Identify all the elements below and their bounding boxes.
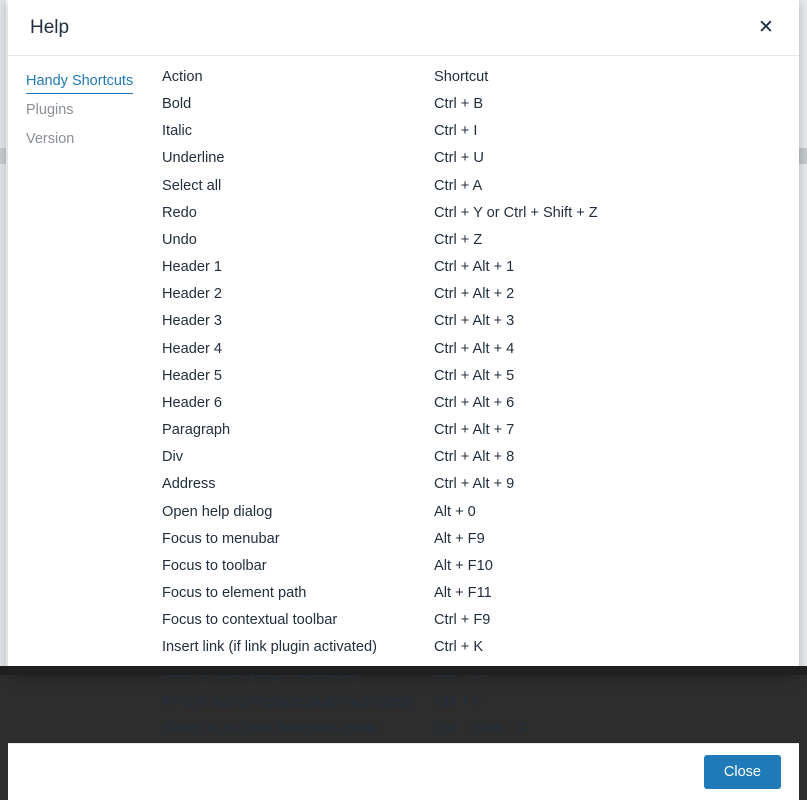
cell-shortcut: Ctrl + F (434, 693, 483, 710)
dialog-title: Help (30, 16, 70, 38)
table-row (148, 471, 779, 498)
cell-shortcut: Ctrl + I (434, 123, 478, 140)
cell-shortcut: Ctrl + F9 (434, 612, 491, 629)
cell-action: Focus to contextual toolbar (162, 612, 338, 629)
table-row (148, 91, 779, 118)
table-row (148, 607, 779, 634)
sidebar-item-plugins[interactable]: Plugins (26, 102, 74, 119)
column-header-shortcut: Shortcut (434, 69, 489, 85)
table-row (148, 336, 779, 363)
cell-action: Bold (162, 96, 192, 113)
cell-action: Header 2 (162, 286, 223, 303)
cell-shortcut: Alt + F9 (434, 530, 485, 547)
shortcuts-table-body (148, 64, 779, 743)
table-row (148, 553, 779, 580)
cell-action: Italic (162, 123, 193, 140)
shortcuts-table (148, 64, 779, 743)
cell-action: Redo (162, 204, 197, 221)
cell-action: Insert link (if link plugin activated) (162, 639, 377, 656)
cell-action: Underline (162, 150, 225, 167)
cell-action: Focus to element path (162, 584, 307, 601)
cell-action: Header 4 (162, 340, 223, 357)
cell-shortcut: Ctrl + Alt + 2 (434, 286, 515, 303)
table-row (148, 118, 779, 145)
cell-action: Undo (162, 231, 197, 248)
cell-action: Address (162, 476, 216, 493)
cell-shortcut: Alt + 0 (434, 503, 476, 520)
cell-shortcut: Ctrl + Shift + F (434, 720, 529, 737)
page-right-edge-marker (798, 148, 807, 164)
cell-shortcut: Ctrl + Alt + 3 (434, 313, 515, 330)
table-row (148, 308, 779, 335)
table-row (148, 145, 779, 172)
cell-shortcut: Ctrl + Alt + 8 (434, 449, 515, 466)
cell-shortcut: Ctrl + Alt + 4 (434, 340, 515, 357)
table-row (148, 499, 779, 526)
cell-action: Focus to menubar (162, 530, 280, 547)
shortcuts-content (148, 64, 799, 743)
sidebar-item-handy-shortcuts[interactable]: Handy Shortcuts (26, 68, 133, 94)
cell-action: Header 1 (162, 259, 223, 276)
cell-shortcut: Ctrl + K (434, 639, 484, 656)
cell-action: Header 5 (162, 367, 223, 384)
page-right-scroll-strip[interactable] (798, 0, 807, 666)
table-row (148, 634, 779, 661)
cell-shortcut: Ctrl + Alt + 5 (434, 367, 515, 384)
help-dialog (8, 0, 799, 780)
table-row (148, 173, 779, 200)
page-left-edge-marker (0, 148, 6, 164)
dialog-side-nav (8, 64, 148, 743)
table-row (148, 363, 779, 390)
table-row (148, 417, 779, 444)
cell-shortcut: Ctrl + Alt + 6 (434, 394, 515, 411)
table-row (148, 716, 779, 743)
cell-action: Div (162, 449, 184, 466)
cell-action: Header 3 (162, 313, 223, 330)
cell-shortcut: Ctrl + Z (434, 231, 483, 248)
cell-shortcut: Ctrl + U (434, 150, 484, 167)
window-bottom-bar (0, 666, 807, 675)
dialog-header (8, 0, 799, 56)
cell-action: Switch to or from fullscreen mode (162, 720, 379, 737)
table-row (148, 254, 779, 281)
cell-shortcut: Alt + F11 (434, 584, 492, 601)
cell-shortcut: Ctrl + Alt + 1 (434, 259, 515, 276)
table-row (148, 390, 779, 417)
cell-shortcut: Ctrl + A (434, 177, 483, 194)
column-header-action: Action (162, 69, 203, 85)
sidebar-item-version[interactable]: Version (26, 130, 75, 147)
dialog-footer (8, 743, 799, 800)
table-row (148, 281, 779, 308)
cell-action: Paragraph (162, 422, 231, 439)
table-row (148, 580, 779, 607)
cell-shortcut: Ctrl + B (434, 96, 484, 113)
cell-shortcut: Ctrl + Alt + 9 (434, 476, 515, 493)
cell-action: Open help dialog (162, 503, 273, 520)
cell-action: Focus to toolbar (162, 557, 267, 574)
cell-shortcut: Alt + F10 (434, 557, 493, 574)
dialog-body (8, 56, 799, 743)
table-row (148, 689, 779, 716)
close-button[interactable]: Close (704, 755, 781, 789)
page-left-scroll-strip (0, 0, 6, 666)
table-row (148, 444, 779, 471)
cell-action: Find (if searchreplace plugin activated) (162, 693, 413, 710)
table-row (148, 526, 779, 553)
cell-shortcut: Ctrl + Y or Ctrl + Shift + Z (434, 204, 598, 221)
table-header-row (148, 64, 779, 91)
table-row (148, 200, 779, 227)
close-icon[interactable]: ✕ (758, 17, 774, 38)
cell-action: Header 6 (162, 394, 223, 411)
cell-shortcut: Ctrl + Alt + 7 (434, 422, 515, 439)
cell-action: Select all (162, 177, 222, 194)
table-row (148, 227, 779, 254)
